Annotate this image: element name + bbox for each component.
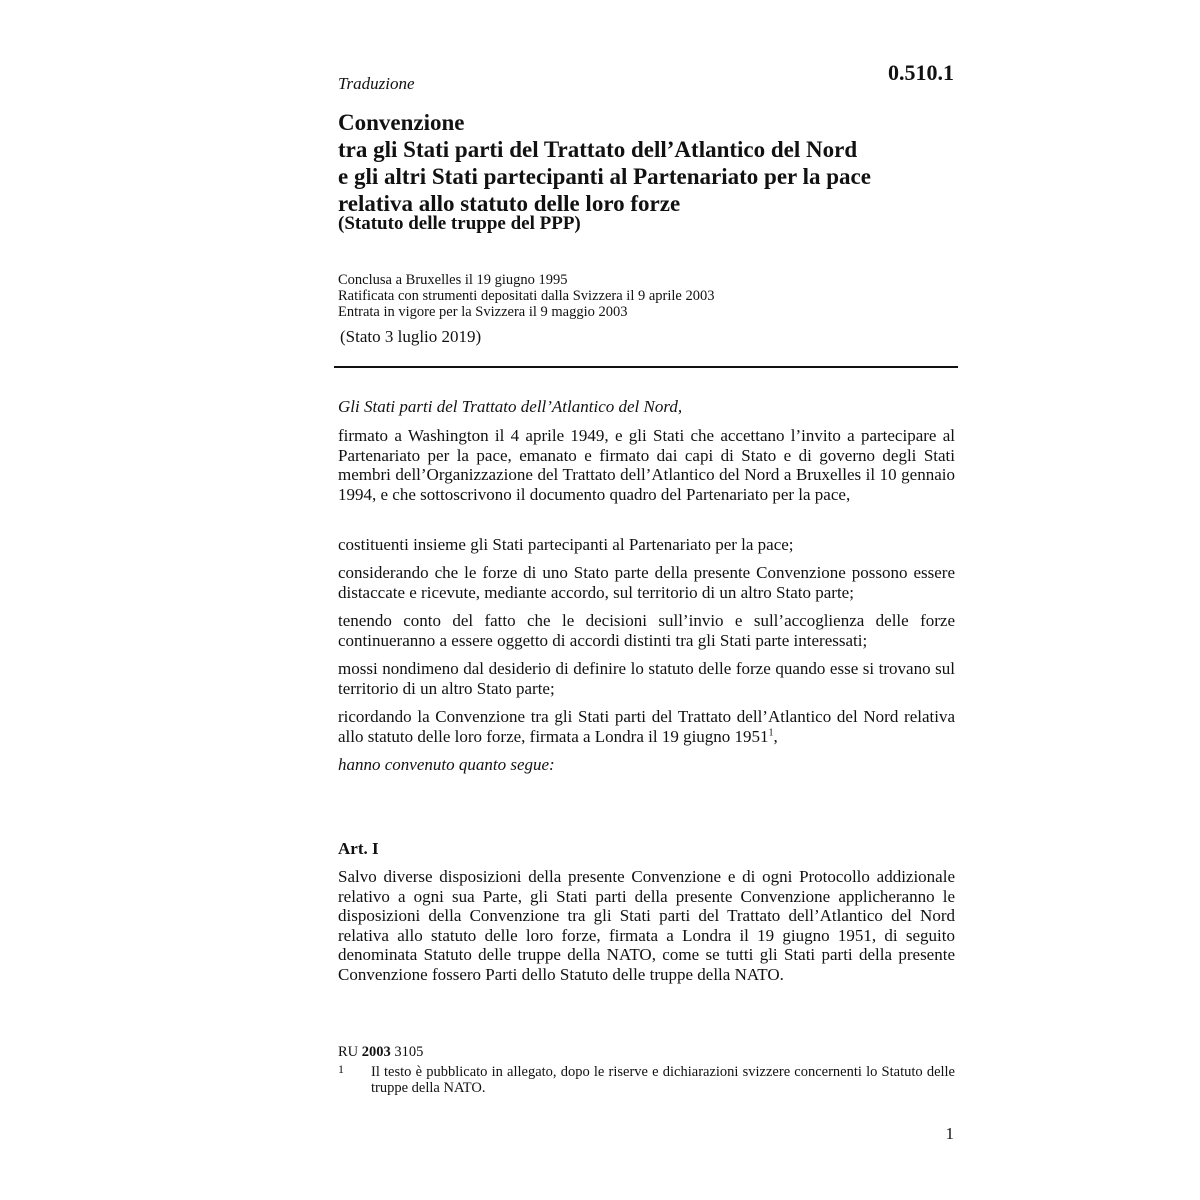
- preamble-paragraph: firmato a Washington il 4 aprile 1949, e gli Stati che accettano l’invito a partecipare al Partenariato per la pace, emanato e firmato dai capi di Stato e di governo degli Stati membri dell’Organizzazione del Trattato dell’Atlantico del Nord a Bruxelles il 10 gennaio 1994, e che sottoscrivono il documento quadro del Partenariato per la pace,: [338, 426, 955, 504]
- footnote-text: Il testo è pubblicato in allegato, dopo le riserve e dichiarazioni svizzere concernenti lo Statuto delle truppe della NATO.: [371, 1064, 955, 1096]
- footnote-reference[interactable]: 1: [768, 726, 774, 738]
- title-line: e gli altri Stati partecipanti al Partenariato per la pace: [338, 164, 871, 189]
- preamble-paragraph-with-footnote: [338, 707, 955, 746]
- header-divider: [334, 366, 958, 368]
- sr-number: 0.510.1: [888, 60, 954, 85]
- document-title: [338, 109, 978, 217]
- footnote-number: 1: [338, 1062, 344, 1076]
- title-line: tra gli Stati parti del Trattato dell’Atlantico del Nord: [338, 137, 858, 162]
- preamble-paragraph: costituenti insieme gli Stati partecipanti al Partenariato per la pace;: [338, 535, 794, 554]
- ru-page: 3105: [394, 1044, 424, 1060]
- preamble-intro: Gli Stati parti del Trattato dell’Atlantico del Nord,: [338, 397, 683, 416]
- page-number: 1: [945, 1124, 954, 1143]
- status-date: (Stato 3 luglio 2019): [340, 327, 482, 346]
- translation-label: Traduzione: [338, 74, 415, 93]
- short-title: (Statuto delle truppe del PPP): [338, 213, 581, 234]
- preamble-text-tail: ,: [773, 726, 778, 746]
- document-metadata: [338, 272, 714, 320]
- ru-prefix: RU: [338, 1044, 359, 1060]
- in-force-date: Entrata in vigore per la Svizzera il 9 maggio 2003: [338, 304, 628, 320]
- preamble-text: ricordando la Convenzione tra gli Stati parti del Trattato dell’Atlantico del Nord relativa allo statuto delle loro forze, firmata a Londra il 19 giugno 1951: [338, 707, 955, 746]
- title-line: relativa allo statuto delle loro forze: [338, 191, 681, 216]
- article-text: Salvo diverse disposizioni della presente Convenzione e di ogni Protocollo addizionale relativo a ogni sua Parte, gli Stati parti della presente Convenzione applicheranno le disposizioni della Convenzione tra gli Stati parti del Trattato dell’Atlantico del Nord relativa allo statuto delle loro forze, firmata a Londra il 19 giugno 1951, di seguito denominata Statuto delle truppe della NATO, come se tutti gli Stati parti della presente Convenzione fossero Parti dello Statuto delle truppe della NATO.: [338, 867, 955, 984]
- preamble-paragraph: mossi nondimeno dal desiderio di definire lo statuto delle forze quando esse si trovano sul territorio di un altro Stato parte;: [338, 659, 955, 698]
- preamble-paragraph: tenendo conto del fatto che le decisioni sull’invio e sull’accoglienza delle forze continueranno a essere oggetto di accordi distinti tra gli Stati parte interessati;: [338, 611, 955, 650]
- preamble-closing: hanno convenuto quanto segue:: [338, 755, 555, 774]
- concluded-date: Conclusa a Bruxelles il 19 giugno 1995: [338, 272, 568, 288]
- ratified-date: Ratificata con strumenti depositati dalla Svizzera il 9 aprile 2003: [338, 288, 715, 304]
- ru-reference: [338, 1044, 423, 1061]
- title-line: Convenzione: [338, 110, 465, 135]
- ru-year: 2003: [361, 1044, 391, 1060]
- article-heading: Art. I: [338, 839, 379, 858]
- preamble-paragraph: considerando che le forze di uno Stato parte della presente Convenzione possono essere distaccate e ricevute, mediante accordo, sul territorio di un altro Stato parte;: [338, 563, 955, 602]
